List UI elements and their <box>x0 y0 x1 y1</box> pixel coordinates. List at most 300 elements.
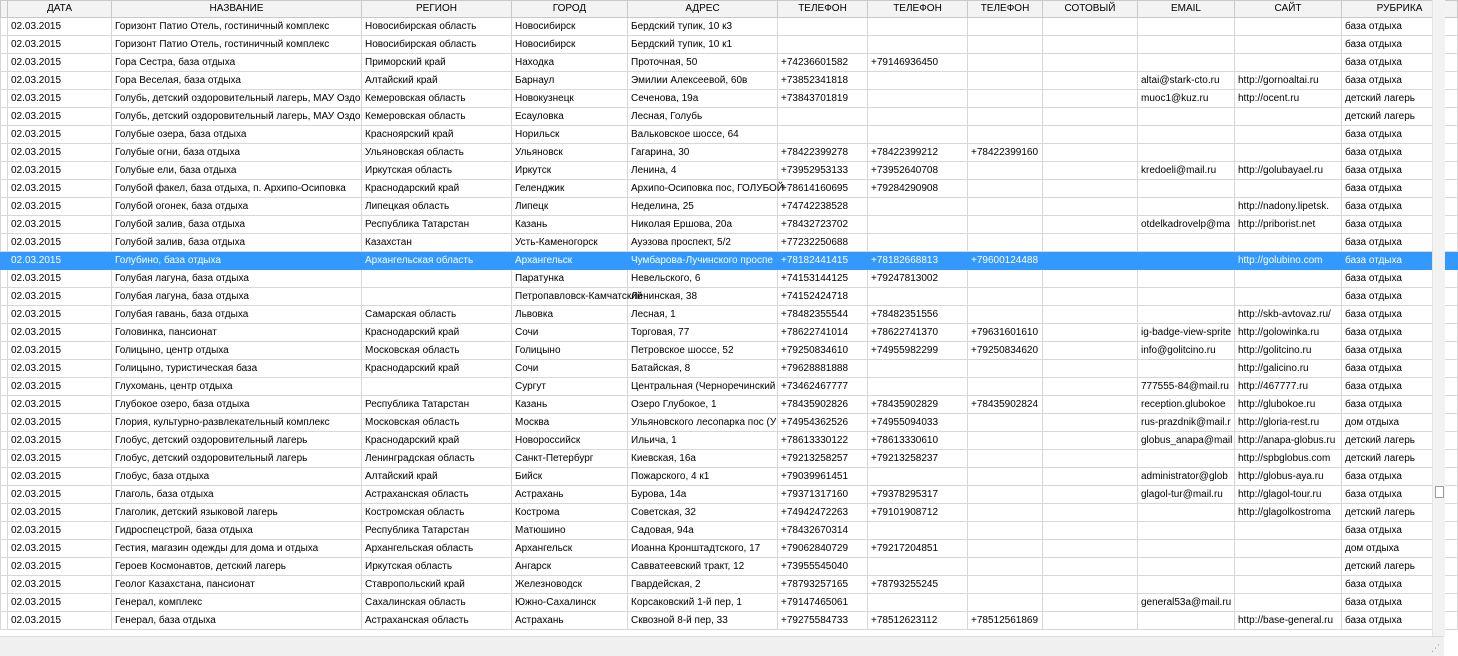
table-cell[interactable] <box>868 198 968 216</box>
table-cell[interactable]: база отдыха <box>1342 36 1458 54</box>
table-cell[interactable]: +78482355544 <box>778 306 868 324</box>
table-cell[interactable] <box>1043 162 1138 180</box>
table-cell[interactable] <box>968 126 1043 144</box>
table-cell[interactable]: Архипо-Осиповка пос, ГОЛУБОЙ <box>628 180 778 198</box>
table-cell[interactable]: Корсаковский 1-й пер, 1 <box>628 594 778 612</box>
table-cell[interactable]: Лесная, Голубь <box>628 108 778 126</box>
table-cell[interactable]: +74152424718 <box>778 288 868 306</box>
table-cell[interactable]: Бердский тупик, 10 к1 <box>628 36 778 54</box>
table-cell[interactable]: Новосибирск <box>512 18 628 36</box>
table-cell[interactable]: Голицыно, центр отдыха <box>112 342 362 360</box>
table-cell[interactable]: Советская, 32 <box>628 504 778 522</box>
table-cell[interactable]: 02.03.2015 <box>8 252 112 270</box>
table-cell[interactable]: 02.03.2015 <box>8 342 112 360</box>
horizontal-scrollbar[interactable] <box>0 636 1432 656</box>
row-header[interactable] <box>1 36 8 54</box>
table-cell[interactable] <box>1043 468 1138 486</box>
table-cell[interactable]: +79378295317 <box>868 486 968 504</box>
table-cell[interactable]: база отдыха <box>1342 252 1458 270</box>
table-cell[interactable] <box>1138 540 1235 558</box>
table-cell[interactable] <box>1043 594 1138 612</box>
table-cell[interactable] <box>1138 108 1235 126</box>
table-cell[interactable] <box>1043 612 1138 630</box>
table-cell[interactable]: база отдыха <box>1342 54 1458 72</box>
table-cell[interactable]: Петровское шоссе, 52 <box>628 342 778 360</box>
table-cell[interactable] <box>1235 540 1342 558</box>
table-row[interactable] <box>1 612 1458 630</box>
table-cell[interactable]: http://base-general.ru <box>1235 612 1342 630</box>
table-cell[interactable]: Голицыно, туристическая база <box>112 360 362 378</box>
table-cell[interactable] <box>1043 450 1138 468</box>
table-cell[interactable]: Глобус, детский оздоровительный лагерь <box>112 432 362 450</box>
column-header[interactable]: НАЗВАНИЕ <box>112 1 362 18</box>
table-row[interactable] <box>1 360 1458 378</box>
row-header[interactable] <box>1 504 8 522</box>
table-cell[interactable]: Иркутская область <box>362 162 512 180</box>
table-cell[interactable]: Савватеевский тракт, 12 <box>628 558 778 576</box>
table-cell[interactable]: +79039961451 <box>778 468 868 486</box>
table-row[interactable] <box>1 108 1458 126</box>
table-cell[interactable]: +74742238528 <box>778 198 868 216</box>
table-row[interactable] <box>1 558 1458 576</box>
table-cell[interactable] <box>1138 450 1235 468</box>
table-cell[interactable]: детский лагерь <box>1342 90 1458 108</box>
table-cell[interactable]: +78622741014 <box>778 324 868 342</box>
table-cell[interactable]: 02.03.2015 <box>8 288 112 306</box>
table-cell[interactable]: Республика Татарстан <box>362 396 512 414</box>
table-cell[interactable]: kredoeli@mail.ru <box>1138 162 1235 180</box>
table-cell[interactable]: Приморский край <box>362 54 512 72</box>
table-cell[interactable] <box>1138 522 1235 540</box>
table-cell[interactable]: +78422399278 <box>778 144 868 162</box>
table-cell[interactable]: +73852341818 <box>778 72 868 90</box>
table-cell[interactable] <box>968 180 1043 198</box>
row-header[interactable] <box>1 252 8 270</box>
table-cell[interactable] <box>362 288 512 306</box>
table-cell[interactable] <box>1043 90 1138 108</box>
table-row[interactable] <box>1 576 1458 594</box>
table-cell[interactable]: Ульяновского лесопарка пос (У <box>628 414 778 432</box>
table-cell[interactable] <box>968 90 1043 108</box>
column-header[interactable]: РЕГИОН <box>362 1 512 18</box>
table-cell[interactable]: Бурова, 14а <box>628 486 778 504</box>
table-cell[interactable] <box>1138 54 1235 72</box>
table-cell[interactable]: Глобус, детский оздоровительный лагерь <box>112 450 362 468</box>
table-cell[interactable]: база отдыха <box>1342 306 1458 324</box>
scrollbar-thumb[interactable] <box>1435 486 1444 498</box>
table-cell[interactable] <box>1043 144 1138 162</box>
row-header[interactable] <box>1 468 8 486</box>
table-cell[interactable]: Вальковское шоссе, 64 <box>628 126 778 144</box>
table-cell[interactable]: Краснодарский край <box>362 432 512 450</box>
table-cell[interactable] <box>1043 522 1138 540</box>
table-cell[interactable]: детский лагерь <box>1342 558 1458 576</box>
table-cell[interactable]: 02.03.2015 <box>8 576 112 594</box>
table-cell[interactable]: Астрахань <box>512 486 628 504</box>
table-cell[interactable] <box>1138 180 1235 198</box>
table-row[interactable] <box>1 54 1458 72</box>
table-cell[interactable]: Сургут <box>512 378 628 396</box>
table-cell[interactable]: +78435902824 <box>968 396 1043 414</box>
table-cell[interactable]: Ангарск <box>512 558 628 576</box>
table-cell[interactable] <box>968 162 1043 180</box>
table-cell[interactable]: база отдыха <box>1342 180 1458 198</box>
table-cell[interactable]: +74942472263 <box>778 504 868 522</box>
table-cell[interactable]: Архангельская область <box>362 540 512 558</box>
table-cell[interactable] <box>362 270 512 288</box>
row-header[interactable] <box>1 270 8 288</box>
table-cell[interactable]: +79147465061 <box>778 594 868 612</box>
table-cell[interactable]: Ульяновская область <box>362 144 512 162</box>
table-cell[interactable] <box>968 540 1043 558</box>
table-cell[interactable]: 02.03.2015 <box>8 36 112 54</box>
table-cell[interactable]: http://globus-aya.ru <box>1235 468 1342 486</box>
table-cell[interactable]: Новосибирская область <box>362 36 512 54</box>
table-cell[interactable]: reception.glubokoe <box>1138 396 1235 414</box>
table-cell[interactable]: 02.03.2015 <box>8 108 112 126</box>
table-cell[interactable]: +79600124488 <box>968 252 1043 270</box>
table-cell[interactable]: 777555-84@mail.ru <box>1138 378 1235 396</box>
table-cell[interactable]: 02.03.2015 <box>8 18 112 36</box>
table-cell[interactable] <box>968 306 1043 324</box>
table-cell[interactable] <box>1043 108 1138 126</box>
table-cell[interactable]: Героев Космонавтов, детский лагерь <box>112 558 362 576</box>
row-header[interactable] <box>1 576 8 594</box>
table-cell[interactable]: Барнаул <box>512 72 628 90</box>
table-cell[interactable]: детский лагерь <box>1342 432 1458 450</box>
table-cell[interactable] <box>1235 288 1342 306</box>
table-cell[interactable]: Голубь, детский оздоровительный лагерь, МАУ Оздо <box>112 90 362 108</box>
row-header[interactable] <box>1 198 8 216</box>
table-cell[interactable] <box>1043 18 1138 36</box>
table-cell[interactable]: +78613330122 <box>778 432 868 450</box>
table-cell[interactable]: 02.03.2015 <box>8 162 112 180</box>
table-cell[interactable]: muoc1@kuz.ru <box>1138 90 1235 108</box>
row-header[interactable] <box>1 414 8 432</box>
table-cell[interactable]: база отдыха <box>1342 612 1458 630</box>
table-cell[interactable]: база отдыха <box>1342 396 1458 414</box>
table-cell[interactable]: Казахстан <box>362 234 512 252</box>
row-header[interactable] <box>1 72 8 90</box>
table-cell[interactable]: Генерал, комплекс <box>112 594 362 612</box>
table-row[interactable] <box>1 18 1458 36</box>
table-cell[interactable]: http://skb-avtovaz.ru/ <box>1235 306 1342 324</box>
table-row[interactable] <box>1 594 1458 612</box>
table-cell[interactable]: 02.03.2015 <box>8 144 112 162</box>
table-cell[interactable]: база отдыха <box>1342 72 1458 90</box>
table-cell[interactable]: Иоанна Кронштадтского, 17 <box>628 540 778 558</box>
table-cell[interactable] <box>1235 108 1342 126</box>
table-cell[interactable] <box>1043 72 1138 90</box>
table-cell[interactable]: +78422399212 <box>868 144 968 162</box>
table-cell[interactable]: Норильск <box>512 126 628 144</box>
column-header[interactable]: РУБРИКА <box>1342 1 1458 18</box>
table-cell[interactable] <box>968 288 1043 306</box>
table-cell[interactable] <box>868 72 968 90</box>
table-cell[interactable]: 02.03.2015 <box>8 540 112 558</box>
table-cell[interactable]: Ульяновск <box>512 144 628 162</box>
row-header[interactable] <box>1 216 8 234</box>
table-cell[interactable]: +78613330610 <box>868 432 968 450</box>
table-cell[interactable]: +78182441415 <box>778 252 868 270</box>
table-cell[interactable] <box>1043 126 1138 144</box>
table-cell[interactable]: +79631601610 <box>968 324 1043 342</box>
table-cell[interactable]: Голубь, детский оздоровительный лагерь, МАУ Оздо <box>112 108 362 126</box>
row-header[interactable] <box>1 432 8 450</box>
table-cell[interactable]: база отдыха <box>1342 144 1458 162</box>
table-cell[interactable] <box>1043 270 1138 288</box>
table-row[interactable] <box>1 504 1458 522</box>
table-cell[interactable]: 02.03.2015 <box>8 468 112 486</box>
table-cell[interactable]: Сквозной 8-й пер, 33 <box>628 612 778 630</box>
table-cell[interactable]: Астраханская область <box>362 612 512 630</box>
table-cell[interactable]: детский лагерь <box>1342 504 1458 522</box>
table-cell[interactable]: globus_anapa@mail <box>1138 432 1235 450</box>
table-cell[interactable] <box>968 360 1043 378</box>
table-cell[interactable] <box>968 414 1043 432</box>
table-cell[interactable]: http://gloria-rest.ru <box>1235 414 1342 432</box>
table-cell[interactable] <box>968 378 1043 396</box>
table-cell[interactable]: Новосибирская область <box>362 18 512 36</box>
table-cell[interactable]: Есауловка <box>512 108 628 126</box>
table-cell[interactable]: Гора Сестра, база отдыха <box>112 54 362 72</box>
table-cell[interactable]: +79275584733 <box>778 612 868 630</box>
table-cell[interactable]: +78435902829 <box>868 396 968 414</box>
table-cell[interactable] <box>1235 594 1342 612</box>
table-cell[interactable]: +73843701819 <box>778 90 868 108</box>
table-cell[interactable] <box>968 486 1043 504</box>
table-cell[interactable]: дом отдыха <box>1342 414 1458 432</box>
table-cell[interactable]: +79250834620 <box>968 342 1043 360</box>
table-cell[interactable]: база отдыха <box>1342 342 1458 360</box>
table-cell[interactable] <box>1235 522 1342 540</box>
table-cell[interactable]: +78793257165 <box>778 576 868 594</box>
table-cell[interactable]: Паратунка <box>512 270 628 288</box>
table-cell[interactable]: http://galicino.ru <box>1235 360 1342 378</box>
table-cell[interactable]: Московская область <box>362 342 512 360</box>
table-cell[interactable]: +78422399160 <box>968 144 1043 162</box>
table-cell[interactable] <box>1043 342 1138 360</box>
table-cell[interactable]: +79217204851 <box>868 540 968 558</box>
column-header[interactable]: ГОРОД <box>512 1 628 18</box>
row-header[interactable] <box>1 108 8 126</box>
row-header[interactable] <box>1 324 8 342</box>
table-cell[interactable]: Новокузнецк <box>512 90 628 108</box>
table-cell[interactable] <box>968 594 1043 612</box>
table-cell[interactable]: Ленина, 4 <box>628 162 778 180</box>
table-cell[interactable] <box>1235 18 1342 36</box>
table-cell[interactable] <box>1043 378 1138 396</box>
table-cell[interactable]: Кемеровская область <box>362 90 512 108</box>
table-cell[interactable]: база отдыха <box>1342 162 1458 180</box>
table-cell[interactable]: база отдыха <box>1342 270 1458 288</box>
table-cell[interactable]: Гидроспецстрой, база отдыха <box>112 522 362 540</box>
table-cell[interactable] <box>1138 144 1235 162</box>
table-cell[interactable]: Гагарина, 30 <box>628 144 778 162</box>
table-cell[interactable]: Сочи <box>512 360 628 378</box>
table-cell[interactable]: Геленджик <box>512 180 628 198</box>
row-header[interactable] <box>1 360 8 378</box>
table-cell[interactable]: Новороссийск <box>512 432 628 450</box>
table-cell[interactable]: Москва <box>512 414 628 432</box>
table-row[interactable] <box>1 432 1458 450</box>
table-cell[interactable]: glagol-tur@mail.ru <box>1138 486 1235 504</box>
table-cell[interactable] <box>778 36 868 54</box>
row-header[interactable] <box>1 54 8 72</box>
table-cell[interactable]: +78622741370 <box>868 324 968 342</box>
table-cell[interactable]: general53a@mail.ru <box>1138 594 1235 612</box>
row-header[interactable] <box>1 180 8 198</box>
table-cell[interactable]: 02.03.2015 <box>8 90 112 108</box>
table-cell[interactable] <box>1235 126 1342 144</box>
table-cell[interactable] <box>1043 396 1138 414</box>
column-header[interactable]: ТЕЛЕФОН <box>868 1 968 18</box>
table-cell[interactable]: Глаголь, база отдыха <box>112 486 362 504</box>
table-cell[interactable]: Глобус, база отдыха <box>112 468 362 486</box>
table-cell[interactable]: http://golubayael.ru <box>1235 162 1342 180</box>
table-cell[interactable]: Республика Татарстан <box>362 522 512 540</box>
table-cell[interactable]: Голубой огонек, база отдыха <box>112 198 362 216</box>
table-cell[interactable]: Лесная, 1 <box>628 306 778 324</box>
table-cell[interactable]: rus-prazdnik@mail.r <box>1138 414 1235 432</box>
table-cell[interactable]: +79628881888 <box>778 360 868 378</box>
table-cell[interactable]: Бийск <box>512 468 628 486</box>
table-cell[interactable] <box>1043 234 1138 252</box>
table-cell[interactable] <box>1043 504 1138 522</box>
row-header[interactable] <box>1 126 8 144</box>
table-cell[interactable]: 02.03.2015 <box>8 504 112 522</box>
table-cell[interactable]: детский лагерь <box>1342 450 1458 468</box>
table-cell[interactable] <box>868 216 968 234</box>
table-cell[interactable] <box>968 108 1043 126</box>
table-cell[interactable] <box>1235 180 1342 198</box>
table-cell[interactable]: Сахалинская область <box>362 594 512 612</box>
table-cell[interactable] <box>968 450 1043 468</box>
table-cell[interactable] <box>1043 198 1138 216</box>
table-cell[interactable]: +78512623112 <box>868 612 968 630</box>
table-cell[interactable]: Краснодарский край <box>362 360 512 378</box>
table-row[interactable] <box>1 396 1458 414</box>
table-cell[interactable]: 02.03.2015 <box>8 486 112 504</box>
table-cell[interactable]: Горизонт Патио Отель, гостиничный комплекс <box>112 36 362 54</box>
table-cell[interactable] <box>1235 576 1342 594</box>
table-cell[interactable] <box>1138 270 1235 288</box>
table-row[interactable] <box>1 486 1458 504</box>
table-cell[interactable]: Невельского, 6 <box>628 270 778 288</box>
table-cell[interactable]: +79247813002 <box>868 270 968 288</box>
table-row[interactable] <box>1 414 1458 432</box>
table-cell[interactable] <box>868 36 968 54</box>
table-cell[interactable] <box>1043 486 1138 504</box>
table-cell[interactable] <box>1043 216 1138 234</box>
column-header[interactable]: ТЕЛЕФОН <box>968 1 1043 18</box>
table-cell[interactable] <box>1138 306 1235 324</box>
table-cell[interactable]: +78614160695 <box>778 180 868 198</box>
table-cell[interactable] <box>1138 288 1235 306</box>
table-cell[interactable] <box>968 234 1043 252</box>
table-cell[interactable] <box>1235 144 1342 162</box>
column-header[interactable]: СОТОВЫЙ <box>1043 1 1138 18</box>
table-cell[interactable]: Гестия, магазин одежды для дома и отдыха <box>112 540 362 558</box>
table-cell[interactable]: Ильича, 1 <box>628 432 778 450</box>
table-cell[interactable]: база отдыха <box>1342 198 1458 216</box>
table-cell[interactable]: Матюшино <box>512 522 628 540</box>
table-cell[interactable]: Кемеровская область <box>362 108 512 126</box>
table-cell[interactable]: Голубая лагуна, база отдыха <box>112 288 362 306</box>
table-cell[interactable]: база отдыха <box>1342 576 1458 594</box>
table-cell[interactable]: 02.03.2015 <box>8 594 112 612</box>
table-cell[interactable]: +74954362526 <box>778 414 868 432</box>
table-cell[interactable]: +79250834610 <box>778 342 868 360</box>
table-cell[interactable]: +79062840729 <box>778 540 868 558</box>
table-cell[interactable]: Гвардейская, 2 <box>628 576 778 594</box>
row-header[interactable] <box>1 486 8 504</box>
table-cell[interactable]: Торговая, 77 <box>628 324 778 342</box>
table-cell[interactable]: база отдыха <box>1342 18 1458 36</box>
table-cell[interactable]: 02.03.2015 <box>8 126 112 144</box>
table-cell[interactable]: Находка <box>512 54 628 72</box>
table-cell[interactable]: Озеро Глубокое, 1 <box>628 396 778 414</box>
table-cell[interactable] <box>1235 234 1342 252</box>
table-cell[interactable]: http://ocent.ru <box>1235 90 1342 108</box>
table-cell[interactable]: 02.03.2015 <box>8 180 112 198</box>
table-cell[interactable]: 02.03.2015 <box>8 414 112 432</box>
table-cell[interactable]: Бердский тупик, 10 к3 <box>628 18 778 36</box>
table-cell[interactable]: база отдыха <box>1342 378 1458 396</box>
table-cell[interactable]: 02.03.2015 <box>8 396 112 414</box>
table-cell[interactable]: +78182668813 <box>868 252 968 270</box>
table-cell[interactable] <box>868 594 968 612</box>
table-cell[interactable]: Ауэзова проспект, 5/2 <box>628 234 778 252</box>
table-cell[interactable] <box>968 54 1043 72</box>
row-header[interactable] <box>1 612 8 630</box>
column-header[interactable]: САЙТ <box>1235 1 1342 18</box>
row-header-corner[interactable] <box>1 1 8 18</box>
table-cell[interactable] <box>968 504 1043 522</box>
table-cell[interactable]: Усть-Каменогорск <box>512 234 628 252</box>
row-header[interactable] <box>1 450 8 468</box>
row-header[interactable] <box>1 234 8 252</box>
table-cell[interactable]: Ленинская, 38 <box>628 288 778 306</box>
row-header[interactable] <box>1 306 8 324</box>
table-cell[interactable]: база отдыха <box>1342 522 1458 540</box>
column-header[interactable]: ТЕЛЕФОН <box>778 1 868 18</box>
table-cell[interactable]: Ленинградская область <box>362 450 512 468</box>
table-cell[interactable] <box>1043 288 1138 306</box>
table-cell[interactable]: Голубые озера, база отдыха <box>112 126 362 144</box>
table-cell[interactable]: дом отдыха <box>1342 540 1458 558</box>
table-cell[interactable] <box>868 522 968 540</box>
table-cell[interactable]: 02.03.2015 <box>8 198 112 216</box>
table-cell[interactable]: база отдыха <box>1342 360 1458 378</box>
table-cell[interactable] <box>1138 234 1235 252</box>
table-cell[interactable]: 02.03.2015 <box>8 72 112 90</box>
table-cell[interactable]: база отдыха <box>1342 288 1458 306</box>
table-cell[interactable]: Голубая лагуна, база отдыха <box>112 270 362 288</box>
table-cell[interactable] <box>1138 18 1235 36</box>
table-cell[interactable]: Новосибирск <box>512 36 628 54</box>
table-cell[interactable] <box>1043 414 1138 432</box>
table-cell[interactable] <box>868 558 968 576</box>
table-cell[interactable]: Южно-Сахалинск <box>512 594 628 612</box>
table-cell[interactable]: 02.03.2015 <box>8 432 112 450</box>
table-cell[interactable] <box>868 108 968 126</box>
column-header[interactable]: EMAIL <box>1138 1 1235 18</box>
table-cell[interactable] <box>778 108 868 126</box>
table-cell[interactable]: +74955982299 <box>868 342 968 360</box>
table-cell[interactable]: Глаголик, детский языковой лагерь <box>112 504 362 522</box>
table-cell[interactable] <box>868 234 968 252</box>
